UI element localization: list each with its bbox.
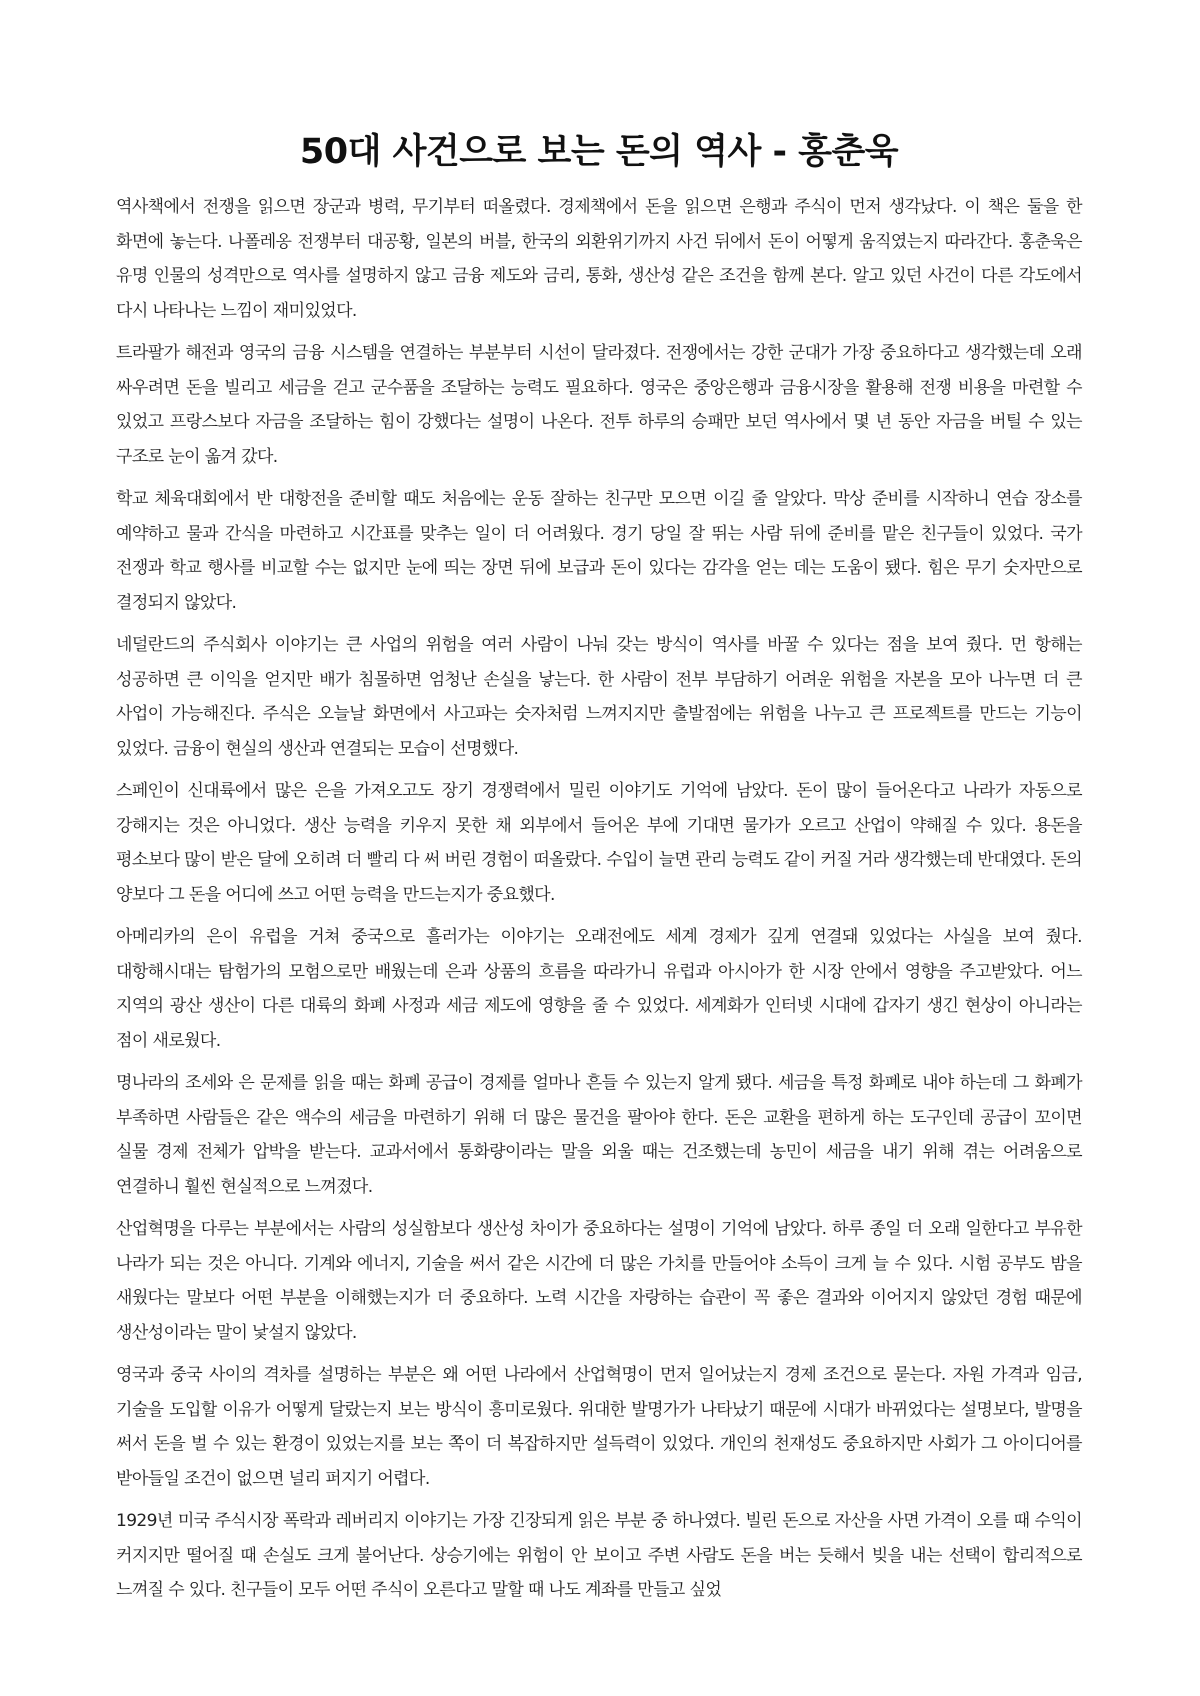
document-body <box>116 190 1082 1608</box>
paragraph: 스페인이 신대륙에서 많은 은을 가져오고도 장기 경쟁력에서 밀린 이야기도 기억에 남았다. 돈이 많이 들어온다고 나라가 자동으로 강해지는 것은 아니었다. 생산 능력을 키우지 못한 채 외부에서 들어온 부에 기대면 물가가 오르고 산업이 약해질 수 있다. 용돈을 평소보다 많이 받은 달에 오히려 더 빨리 다 써 버린 경험이 떠올랐다. 수입이 늘면 관리 능력도 같이 커질 거라 생각했는데 반대였다. 돈의 양보다 그 돈을 어디에 쓰고 어떤 능력을 만드는지가 중요했다. <box>116 781 1082 905</box>
paragraph: 트라팔가 해전과 영국의 금융 시스템을 연결하는 부분부터 시선이 달라졌다. 전쟁에서는 강한 군대가 가장 중요하다고 생각했는데 오래 싸우려면 돈을 빌리고 세금을 걷고 군수품을 조달하는 능력도 필요하다. 영국은 중앙은행과 금융시장을 활용해 전쟁 비용을 마련할 수 있었고 프랑스보다 자금을 조달하는 힘이 강했다는 설명이 나온다. 전투 하루의 승패만 보던 역사에서 몇 년 동안 자금을 버틸 수 있는 구조로 눈이 옮겨 갔다. <box>116 343 1082 467</box>
paragraph: 1929년 미국 주식시장 폭락과 레버리지 이야기는 가장 긴장되게 읽은 부분 중 하나였다. 빌린 돈으로 자산을 사면 가격이 오를 때 수익이 커지지만 떨어질 때 손실도 크게 불어난다. 상승기에는 위험이 안 보이고 주변 사람도 돈을 버는 듯해서 빚을 내는 선택이 합리적으로 느껴질 수 있다. 친구들이 모두 어떤 주식이 오른다고 말할 때 나도 계좌를 만들고 싶었 <box>116 1511 1082 1600</box>
paragraph: 아메리카의 은이 유럽을 거쳐 중국으로 흘러가는 이야기는 오래전에도 세계 경제가 깊게 연결돼 있었다는 사실을 보여 줬다. 대항해시대는 탐험가의 모험으로만 배웠는데 은과 상품의 흐름을 따라가니 유럽과 아시아가 한 시장 안에서 영향을 주고받았다. 어느 지역의 광산 생산이 다른 대륙의 화폐 사정과 세금 제도에 영향을 줄 수 있었다. 세계화가 인터넷 시대에 갑자기 생긴 현상이 아니라는 점이 새로웠다. <box>116 927 1082 1051</box>
paragraph: 네덜란드의 주식회사 이야기는 큰 사업의 위험을 여러 사람이 나눠 갖는 방식이 역사를 바꿀 수 있다는 점을 보여 줬다. 먼 항해는 성공하면 큰 이익을 얻지만 배가 침몰하면 엄청난 손실을 낳는다. 한 사람이 전부 부담하기 어려운 위험을 자본을 모아 나누면 더 큰 사업이 가능해진다. 주식은 오늘날 화면에서 사고파는 숫자처럼 느껴지지만 출발점에는 위험을 나누고 큰 프로젝트를 만드는 기능이 있었다. 금융이 현실의 생산과 연결되는 모습이 선명했다. <box>116 635 1082 759</box>
paragraph: 학교 체육대회에서 반 대항전을 준비할 때도 처음에는 운동 잘하는 친구만 모으면 이길 줄 알았다. 막상 준비를 시작하니 연습 장소를 예약하고 물과 간식을 마련하고 시간표를 맞추는 일이 더 어려웠다. 경기 당일 잘 뛰는 사람 뒤에 준비를 맡은 친구들이 있었다. 국가 전쟁과 학교 행사를 비교할 수는 없지만 눈에 띄는 장면 뒤에 보급과 돈이 있다는 감각을 얻는 데는 도움이 됐다. 힘은 무기 숫자만으로 결정되지 않았다. <box>116 489 1082 613</box>
paragraph: 산업혁명을 다루는 부분에서는 사람의 성실함보다 생산성 차이가 중요하다는 설명이 기억에 남았다. 하루 종일 더 오래 일한다고 부유한 나라가 되는 것은 아니다. 기계와 에너지, 기술을 써서 같은 시간에 더 많은 가치를 만들어야 소득이 크게 늘 수 있다. 시험 공부도 밤을 새웠다는 말보다 어떤 부분을 이해했는지가 더 중요하다. 노력 시간을 자랑하는 습관이 꼭 좋은 결과와 이어지지 않았던 경험 때문에 생산성이라는 말이 낯설지 않았다. <box>116 1219 1082 1343</box>
paragraph: 역사책에서 전쟁을 읽으면 장군과 병력, 무기부터 떠올렸다. 경제책에서 돈을 읽으면 은행과 주식이 먼저 생각났다. 이 책은 둘을 한 화면에 놓는다. 나폴레옹 전쟁부터 대공황, 일본의 버블, 한국의 외환위기까지 사건 뒤에서 돈이 어떻게 움직였는지 따라간다. 홍춘욱은 유명 인물의 성격만으로 역사를 설명하지 않고 금융 제도와 금리, 통화, 생산성 같은 조건을 함께 본다. 알고 있던 사건이 다른 각도에서 다시 나타나는 느낌이 재미있었다. <box>116 197 1082 321</box>
document-title: 50대 사건으로 보는 돈의 역사 - 홍춘욱 <box>299 132 899 172</box>
paragraph: 영국과 중국 사이의 격차를 설명하는 부분은 왜 어떤 나라에서 산업혁명이 먼저 일어났는지 경제 조건으로 묻는다. 자원 가격과 임금, 기술을 도입할 이유가 어떻게 달랐는지 보는 방식이 흥미로웠다. 위대한 발명가가 나타났기 때문에 시대가 바뀌었다는 설명보다, 발명을 써서 돈을 벌 수 있는 환경이 있었는지를 보는 쪽이 더 복잡하지만 설득력이 있었다. 개인의 천재성도 중요하지만 사회가 그 아이디어를 받아들일 조건이 없으면 널리 퍼지기 어렵다. <box>116 1365 1082 1489</box>
paragraph: 명나라의 조세와 은 문제를 읽을 때는 화폐 공급이 경제를 얼마나 흔들 수 있는지 알게 됐다. 세금을 특정 화폐로 내야 하는데 그 화폐가 부족하면 사람들은 같은 액수의 세금을 마련하기 위해 더 많은 물건을 팔아야 한다. 돈은 교환을 편하게 하는 도구인데 공급이 꼬이면 실물 경제 전체가 압박을 받는다. 교과서에서 통화량이라는 말을 외울 때는 건조했는데 농민이 세금을 내기 위해 겪는 어려움으로 연결하니 훨씬 현실적으로 느껴졌다. <box>116 1073 1082 1197</box>
